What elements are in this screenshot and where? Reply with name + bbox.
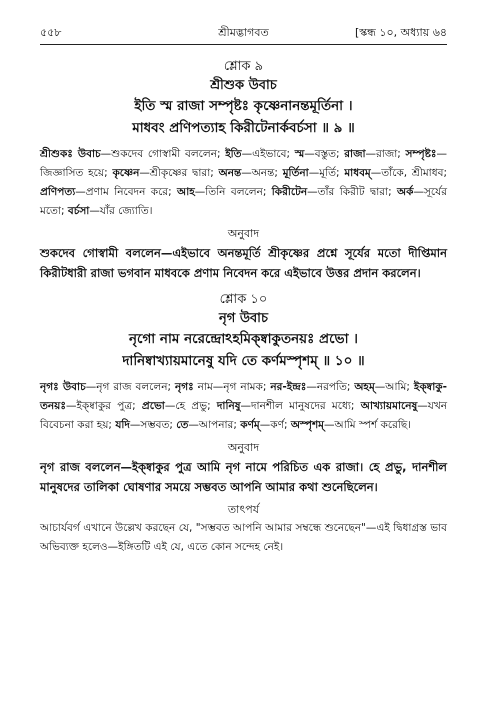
- synonym-meaning: —যাঁর জ্যোতি।: [89, 205, 153, 217]
- synonym-meaning: —মূর্তি;: [308, 167, 345, 179]
- synonym-word: সম্পৃষ্টঃ: [405, 148, 437, 160]
- synonym-word: আখ্যায়মানেষু: [360, 400, 418, 412]
- verse-10-purport: আচার্যবর্গ এখানে উল্লেখ করছেন যে, "সম্ভবত আপনি আমার সম্বন্ধে শুনেছেন"—এই দ্বিধাগ্রস্ত ভাব অভিব্যক্ত হলেও—ইঙ্গিতটি এই যে, এতে কোন সন্দেহ নেই।: [40, 522, 447, 553]
- synonym-meaning: —তিনি বললেন;: [194, 186, 272, 198]
- synonym-word: অনন্ত: [218, 167, 242, 179]
- synonym-meaning: —জিজ্ঞাসিত হয়ে;: [40, 148, 448, 179]
- verse-9-label: শ্লোক ৯: [223, 59, 264, 74]
- synonym-meaning: —বস্তুত;: [304, 148, 345, 160]
- synonym-word: মাধবম্: [344, 167, 371, 179]
- verse-9-synonyms: [40, 145, 447, 221]
- synonym-meaning: —সম্ভবত;: [129, 419, 177, 431]
- synonym-word: প্রভো: [141, 400, 165, 412]
- synonym-meaning: —ইক্ষ্বাকুর পুত্র;: [65, 400, 142, 412]
- verse-10-translation-heading: অনুবাদ: [227, 441, 260, 454]
- verse-9-section: [40, 58, 447, 283]
- chapter-reference: [স্কন্ধ ১০, অধ্যায় ৬৪: [354, 26, 447, 39]
- verse-10-line-1: নৃগো নাম নরেন্দ্রোঽহমিক্ষ্বাকুতনয়ঃ প্রভো ।: [128, 331, 359, 347]
- synonym-word: কিরীটেন: [271, 186, 308, 198]
- synonym-word: রাজা: [344, 148, 366, 160]
- verse-9-speaker: শ্রীশুক উবাচ: [210, 78, 277, 93]
- synonym-meaning: —শুকদেব গোস্বামী বললেন;: [100, 148, 226, 160]
- verse-9-translation: শুকদেব গোস্বামী বললেন—এইভাবে অনন্তমূর্তি শ্রীকৃষ্ণের প্রশ্নে সূর্যের মতো দীপ্তিমান কিরীটধারী রাজা ভগবান মাধবকে প্রণাম নিবেদন করে এইভাবে উত্তর প্রদান করলেন।: [40, 246, 447, 280]
- synonym-meaning: নাম—নৃগ নামক;: [193, 381, 271, 393]
- synonym-meaning: —আমি;: [374, 381, 414, 393]
- synonym-word: নর-ইন্দ্রঃ: [270, 381, 307, 393]
- synonym-meaning: —এইভাবে;: [241, 148, 295, 160]
- synonym-meaning: —তাঁর কিরীট দ্বারা;: [307, 186, 398, 198]
- synonym-meaning: —প্রণাম নিবেদন করে;: [75, 186, 178, 198]
- synonym-meaning: —আমি স্পর্শ করেছি।: [324, 419, 411, 431]
- synonym-meaning: —যখন বিবেচনা করা হয়;: [40, 400, 447, 431]
- book-title: শ্রীমদ্ভাগবত: [218, 26, 269, 39]
- synonym-meaning: —দানশীল মানুষদের মধ্যে;: [240, 400, 361, 412]
- synonym-word: দানিষু: [216, 400, 241, 412]
- verse-9-line-1: ইতি স্ম রাজা সম্পৃষ্টঃ কৃষ্ণেনানন্তমূর্তিনা ।: [134, 98, 353, 114]
- synonym-meaning: —হে প্রভু;: [164, 400, 217, 412]
- header-divider: [40, 44, 447, 45]
- synonym-meaning: —রাজা;: [365, 148, 406, 160]
- synonym-word: স্ম: [294, 148, 305, 160]
- synonym-word: নৃগঃ উবাচ: [40, 381, 86, 393]
- synonym-meaning: —শ্রীকৃষ্ণের দ্বারা;: [139, 167, 219, 179]
- synonym-word: প্রণিপত্য: [40, 186, 76, 198]
- synonym-word: ইক্ষ্বাকু-তনয়ঃ: [40, 381, 447, 412]
- synonym-word: ইতি: [225, 148, 242, 160]
- page-header: [40, 24, 447, 42]
- synonym-meaning: —কর্ণ;: [259, 419, 291, 431]
- synonym-word: তে: [176, 419, 189, 431]
- synonym-word: শ্রীশুকঃ উবাচ: [40, 148, 101, 160]
- synonym-word: কর্ণম্: [240, 419, 260, 431]
- page-content: [40, 58, 447, 557]
- synonym-word: অস্পৃশম্: [290, 419, 325, 431]
- synonym-word: অহম্: [354, 381, 375, 393]
- synonym-word: যদি: [115, 419, 130, 431]
- page-number: ৫৫৮: [40, 26, 62, 39]
- synonym-word: অর্ক: [397, 186, 414, 198]
- synonym-meaning: —আপনার;: [188, 419, 241, 431]
- synonym-meaning: —তাঁকে, শ্রীমাধব;: [370, 167, 447, 179]
- synonym-word: বর্চসা: [67, 205, 90, 217]
- synonym-word: মূর্তিনা: [282, 167, 309, 179]
- verse-9-translation-heading: অনুবাদ: [227, 227, 260, 240]
- verse-10-line-2: দানিষ্বাখ্যায়মানেষু যদি তে কর্ণমস্পৃশম্ ॥ ১০ ॥: [122, 353, 365, 369]
- synonym-meaning: —নরপতি;: [306, 381, 355, 393]
- verse-10-translation: নৃগ রাজ বললেন—ইক্ষ্বাকুর পুত্র আমি নৃগ নামে পরিচিত এক রাজা। হে প্রভু, দানশীল মানুষদের তালিকা ঘোষণার সময়ে সম্ভবত আপনি আমার কথা শুনেছিলেন।: [40, 460, 447, 494]
- synonym-word: আহ: [177, 186, 195, 198]
- verse-10-speaker: নৃগ উবাচ: [219, 311, 268, 326]
- synonym-word: নৃগঃ: [174, 381, 194, 393]
- synonym-meaning: —নৃগ রাজ বললেন;: [85, 381, 175, 393]
- synonym-meaning: —সূর্যের মতো;: [40, 186, 447, 217]
- synonym-word: কৃষ্ণেন: [112, 167, 140, 179]
- verse-10-purport-heading: তাৎপর্য: [227, 503, 260, 516]
- verse-9-line-2: মাধবং প্রণিপত্যাহ কিরীটেনার্কবর্চসা ॥ ৯ ॥: [132, 120, 355, 136]
- verse-10-synonyms: [40, 378, 447, 435]
- verse-10-label: শ্লোক ১০: [219, 292, 268, 307]
- synonym-meaning: —অনন্ত;: [241, 167, 283, 179]
- verse-10-section: [40, 291, 447, 557]
